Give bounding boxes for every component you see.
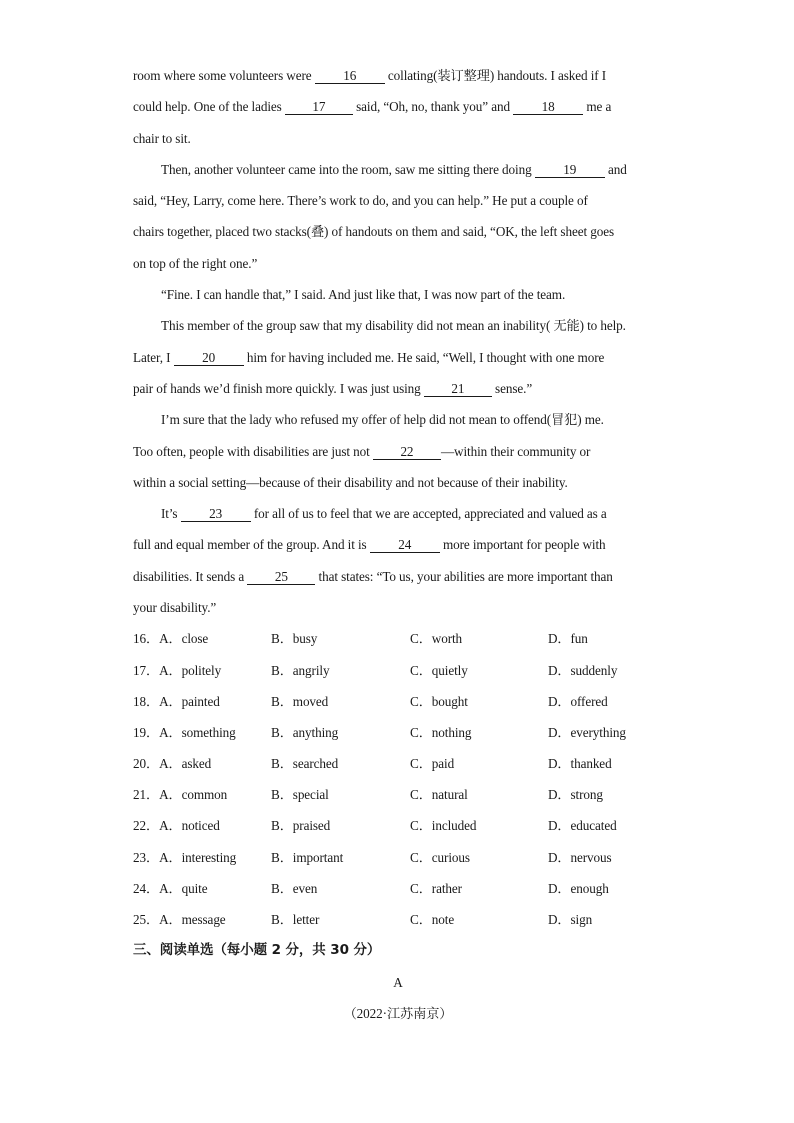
passage-line: within a social setting—because of their disability and not because of their inability. <box>133 474 568 490</box>
option-a: 17．A．politely <box>133 662 222 678</box>
passage-line: Too often, people with disabilities are just not 22 —within their community or <box>133 443 591 459</box>
question-row <box>133 623 663 654</box>
option-b: B．anything <box>271 724 339 740</box>
option-b: B．important <box>271 849 344 865</box>
option-d: D．suddenly <box>548 662 618 678</box>
option-c: C．rather <box>410 880 462 896</box>
passage-line: “Fine. I can handle that,” I said. And just like that, I was now part of the team. <box>161 287 566 303</box>
passage-line: full and equal member of the group. And it is 24 more important for people with <box>133 537 606 553</box>
option-a: 18．A．painted <box>133 693 220 709</box>
passage-line: said, “Hey, Larry, come here. There’s work to do, and you can help.” He put a couple of <box>133 193 588 209</box>
blank-19: 19 <box>535 162 605 178</box>
blank-17: 17 <box>285 99 353 115</box>
option-d: D．offered <box>548 693 608 709</box>
option-b: B．special <box>271 787 329 803</box>
source-label: （2022·江苏南京） <box>343 1005 453 1021</box>
option-d: D．nervous <box>548 849 612 865</box>
option-d: D．educated <box>548 818 617 834</box>
blank-20: 20 <box>174 350 244 366</box>
option-a: 19．A．something <box>133 724 236 740</box>
option-c: C．bought <box>410 693 468 709</box>
part-label: A <box>393 974 403 990</box>
option-c: C．natural <box>410 787 468 803</box>
option-a: 16．A．close <box>133 631 209 647</box>
section-title: 三、阅读单选（每小题 2 分，共 30 分） <box>133 942 381 959</box>
blank-24: 24 <box>370 537 440 553</box>
passage-line: on top of the right one.” <box>133 255 258 271</box>
option-d: D．thanked <box>548 756 612 772</box>
question-row <box>133 655 663 686</box>
passage-line: your disability.” <box>133 600 217 616</box>
passage-line: pair of hands we’d finish more quickly. I was just using 21 sense.” <box>133 380 533 396</box>
passage-line: Later, I 20 him for having included me. He said, “Well, I thought with one more <box>133 349 605 365</box>
option-d: D．sign <box>548 912 593 928</box>
option-d: D．enough <box>548 880 609 896</box>
question-row <box>133 810 663 841</box>
option-a: 23．A．interesting <box>133 849 237 865</box>
question-row <box>133 717 663 748</box>
passage-line: This member of the group saw that my disability did not mean an inability( 无能) to help. <box>161 318 626 334</box>
option-d: D．everything <box>548 724 626 740</box>
blank-23: 23 <box>181 506 251 522</box>
passage-line: It’s 23 for all of us to feel that we are accepted, appreciated and valued as a <box>161 506 607 522</box>
passage-line: Then, another volunteer came into the room, saw me sitting there doing 19 and <box>161 161 627 177</box>
option-b: B．even <box>271 880 318 896</box>
blank-22: 22 <box>373 444 441 460</box>
option-a: 24．A．quite <box>133 880 208 896</box>
option-c: C．included <box>410 818 477 834</box>
option-c: C．note <box>410 912 455 928</box>
option-c: C．nothing <box>410 724 472 740</box>
question-row <box>133 842 663 873</box>
option-b: B．busy <box>271 631 318 647</box>
question-row <box>133 748 663 779</box>
question-row <box>133 873 663 904</box>
passage-line: could help. One of the ladies 17 said, “Oh, no, thank you” and 18 me a <box>133 99 612 115</box>
blank-18: 18 <box>513 99 583 115</box>
option-b: B．moved <box>271 693 329 709</box>
passage-line: room where some volunteers were 16 collating(装订整理) handouts. I asked if I <box>133 68 607 83</box>
question-row <box>133 779 663 810</box>
passage-line: I’m sure that the lady who refused my offer of help did not mean to offend(冒犯) me. <box>161 412 604 428</box>
passage-line: chair to sit. <box>133 130 191 146</box>
option-c: C．paid <box>410 756 455 772</box>
passage-line: chairs together, placed two stacks(叠) of handouts on them and said, “OK, the left sheet goes <box>133 224 614 240</box>
option-d: D．strong <box>548 787 603 803</box>
blank-21: 21 <box>424 381 492 397</box>
option-c: C．worth <box>410 631 463 647</box>
option-a: 21．A．common <box>133 787 228 803</box>
blank-16: 16 <box>315 68 385 84</box>
document-page <box>133 60 663 1029</box>
option-a: 22．A．noticed <box>133 818 220 834</box>
option-b: B．praised <box>271 818 331 834</box>
option-b: B．angrily <box>271 662 330 678</box>
blank-25: 25 <box>247 569 315 585</box>
option-c: C．quietly <box>410 662 468 678</box>
question-row <box>133 686 663 717</box>
passage-line: disabilities. It sends a 25 that states: “To us, your abilities are more important than <box>133 568 613 584</box>
option-c: C．curious <box>410 849 470 865</box>
option-b: B．searched <box>271 756 339 772</box>
option-a: 20．A．asked <box>133 756 212 772</box>
option-d: D．fun <box>548 631 588 647</box>
option-b: B．letter <box>271 912 320 928</box>
question-row <box>133 904 663 935</box>
option-a: 25．A．message <box>133 912 226 928</box>
